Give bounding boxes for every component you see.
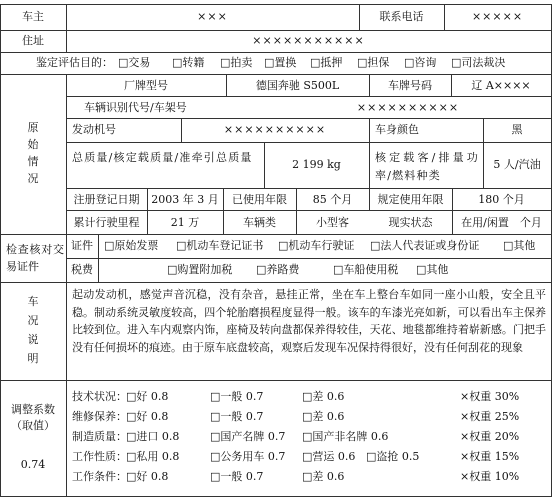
tax-option-vessel[interactable]: □车船使用税 [333,263,399,276]
purpose-option-mortgage[interactable]: □抵押 [310,56,343,69]
rule-years-value: 180 个月 [478,193,525,206]
engine-value: ×××××××××× [223,123,327,136]
reg-date-label: 注册登记日期 [73,193,140,206]
adjust-row-usage-name: 工作性质： [72,450,127,463]
status-value: 在用/闲置 个月 [461,216,542,229]
reg-date-value: 2003 年 3 月 [151,193,219,206]
adjust-tech-weight: ×权重 30% [460,390,520,403]
cert-option-other[interactable]: □其他 [503,239,536,252]
adjust-usage-private[interactable]: □私用 0.8 [126,450,180,463]
rule-years-label: 规定使用年限 [377,193,444,206]
purpose-option-consult[interactable]: □咨询 [404,56,437,69]
adjust-maint-poor[interactable]: □差 0.6 [302,410,345,423]
adjust-row-quality-name: 制造质量： [72,430,127,443]
condition-section-label: 车况说明 [27,295,39,365]
adjust-quality-domestic-nonbrand[interactable]: □国产非名牌 0.6 [302,430,389,443]
table-border-left [0,4,1,497]
tax-option-road[interactable]: □养路费 [256,263,300,276]
adjust-conditions-weight: ×权重 10% [460,470,520,483]
mass-value: 2 199 kg [292,158,341,171]
purpose-option-trade[interactable]: □交易 [118,56,151,69]
purpose-option-auction[interactable]: □拍卖 [220,56,253,69]
plate-label: 车牌号码 [388,79,432,92]
cert-option-registration[interactable]: □机动车登记证书 [176,239,264,252]
mileage-label: 累计行驶里程 [73,216,140,229]
color-value: 黑 [511,123,523,136]
purpose-option-transfer[interactable]: □转籍 [172,56,205,69]
brand-label: 厂牌型号 [124,79,168,92]
used-years-label: 已使用年限 [232,193,287,206]
vin-value: ×××××××××× [356,101,460,114]
cert-option-license[interactable]: □机动车行驶证 [278,239,355,252]
tax-option-other[interactable]: □其他 [416,263,449,276]
brand-value: 德国奔驰 S500L [255,79,340,92]
adjust-section-label: 调整系数（取值） [11,403,55,432]
adjust-conditions-average[interactable]: □一般 0.7 [210,470,264,483]
adjust-row-tech-name: 技术状况： [72,390,127,403]
adjust-value: 0.74 [20,458,46,471]
cert-option-invoice[interactable]: □原始发票 [104,239,159,252]
adjust-row-conditions-name: 工作条件： [72,470,127,483]
seats-value: 5 人/汽油 [493,158,541,171]
adjust-usage-stolen[interactable]: □盗抢 0.5 [366,450,420,463]
contact-value: ××××× [471,10,524,23]
address-label: 住址 [22,34,44,47]
adjust-tech-good[interactable]: □好 0.8 [126,390,169,403]
purpose-option-replace[interactable]: □置换 [264,56,297,69]
adjust-maint-good[interactable]: □好 0.8 [126,410,169,423]
table-border-top [0,4,552,5]
color-label: 车身颜色 [375,123,419,136]
adjust-conditions-poor[interactable]: □差 0.6 [302,470,345,483]
address-value: ××××××××××× [252,34,365,47]
adjust-quality-import[interactable]: □进口 0.8 [126,430,180,443]
purpose-label: 鉴定评估目的： [36,56,113,69]
mileage-value: 21 万 [170,216,200,229]
adjust-usage-weight: ×权重 15% [460,450,520,463]
used-years-value: 85 个月 [312,193,353,206]
owner-value: ××× [197,10,228,23]
cert-option-id[interactable]: □法人代表证或身份证 [370,239,480,252]
purpose-option-judicial[interactable]: □司法裁决 [451,56,506,69]
plate-value: 辽 A×××× [471,79,531,92]
contact-label: 联系电话 [379,10,424,23]
adjust-usage-official[interactable]: □公务用车 0.7 [210,450,286,463]
mass-label: 总质量/核定载质量/准牵引总质量 [72,151,253,164]
adjust-maint-average[interactable]: □一般 0.7 [210,410,264,423]
tax-label: 税费 [71,263,93,276]
adjust-maint-weight: ×权重 25% [460,410,520,423]
vehicle-type-value: 小型客 [316,216,349,229]
check-section-label: 检查核对交易证件 [6,243,64,273]
adjust-tech-average[interactable]: □一般 0.7 [210,390,264,403]
purpose-option-guarantee[interactable]: □担保 [357,56,390,69]
adjust-conditions-good[interactable]: □好 0.8 [126,470,169,483]
vehicle-type-label: 车辆类 [243,216,276,229]
adjust-quality-weight: ×权重 20% [460,430,520,443]
seats-label: 核定载客/排量功率/燃料种类 [375,151,479,182]
adjust-usage-commercial[interactable]: □营运 0.6 [302,450,356,463]
owner-label: 车主 [22,10,44,23]
table-border-bottom [0,496,552,497]
tax-option-purchase[interactable]: □购置附加税 [167,263,233,276]
status-label: 现实状态 [388,216,433,229]
condition-text: 起动发动机，感觉声音沉稳，没有杂音，悬挂正常，坐在车上整台车如同一座小山般，安全且平稳。制动系统灵敏度较高，四个轮胎磨损程度显得一般。该车的车漆光亮如新，可以看出车主保养比较到位。进入车内观察内饰，座椅及转向盘都保养得较佳，天花、地毯都维持着崭新感。门把手没有任何损坏的痕迹。由于原车底盘较高，观察后发现车况保持得很好，没有任何刮花的现象 [72,288,546,354]
adjust-quality-domestic-brand[interactable]: □国产名牌 0.7 [210,430,286,443]
cert-label: 证件 [71,239,93,252]
original-section-label: 原始情况 [27,121,39,185]
adjust-row-maint-name: 维修保养： [72,410,127,423]
vin-label: 车辆识别代号/车架号 [84,101,187,114]
adjust-tech-poor[interactable]: □差 0.6 [302,390,345,403]
engine-label: 发动机号 [72,123,116,136]
